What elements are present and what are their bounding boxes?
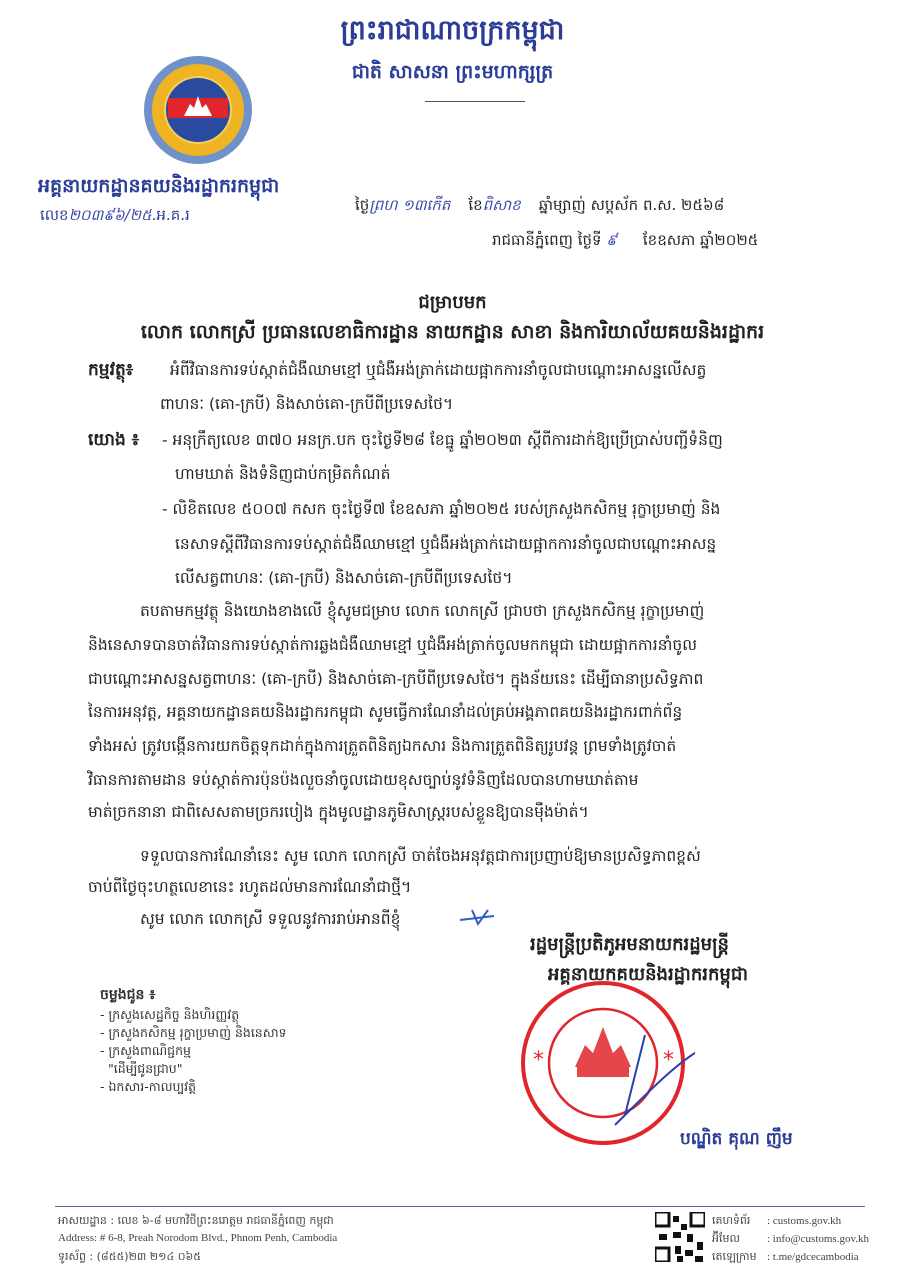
- lunar-year: ឆ្នាំម្សាញ់ សប្តស័ក ព.ស. ២៥៦៨: [538, 196, 725, 214]
- cc-label: ចម្លងជូន ៖: [100, 987, 156, 1003]
- official-stamp: [515, 975, 695, 1155]
- footer-contact-telegram: [712, 1250, 859, 1266]
- body-line: ទទួលបានការណែនាំនេះ សូម លោក លោកស្រី ចាត់ចែងអនុវត្តជាការប្រញាប់ឱ្យមានប្រសិទ្ធភាពខ្ពស់: [140, 847, 701, 865]
- reference-line: - លិខិតលេខ ៥០០៧ កសក ចុះថ្ងៃទី៧ ខែឧសភា ឆ្នាំ២០២៥ របស់ក្រសួងកសិកម្ម រុក្ខាប្រមាញ់ និង: [162, 500, 721, 518]
- cc-item: - ក្រសួងកសិកម្ម រុក្ខាប្រមាញ់ និងនេសាទ: [100, 1025, 287, 1040]
- body-line: វិធានការតាមដាន ទប់ស្កាត់ការប៉ុនប៉ងលួចនាំចូលដោយខុសច្បាប់នូវទំនិញដែលបានហាមឃាត់តាម: [88, 771, 639, 789]
- body-line: ចាប់ពីថ្ងៃចុះហត្ថលេខានេះ រហូតដល់មានការណែនាំជាថ្មី។: [88, 878, 412, 896]
- national-motto: ជាតិ សាសនា ព្រះមហាក្សត្រ: [351, 61, 554, 83]
- ref-number-handwritten: ២០៣៩៦/២៥: [68, 206, 152, 224]
- footer-address-en: Address: # 6-8, Preah Norodom Blvd., Phnom Penh, Cambodia: [58, 1232, 338, 1244]
- lunar-month: ពិសាខ: [482, 196, 521, 214]
- email-link[interactable]: : info@customs.gov.kh: [767, 1233, 869, 1245]
- reference-line: ហាមឃាត់ និងទំនិញជាប់កម្រិតកំណត់: [175, 465, 391, 483]
- reference-label: យោង ៖: [88, 430, 140, 450]
- footer-phone: ទូរស័ព្ទ : (៨៥៥)២៣ ២១៤ ០៦៥: [58, 1250, 202, 1263]
- subject-label: កម្មវត្ថុ៖: [88, 360, 134, 380]
- reference-number: [40, 206, 190, 228]
- reference-line: នេសាទស្តីពីវិធានការទប់ស្កាត់ជំងឺឈាមខ្មៅ ឬជំងឺអង់ត្រាក់ដោយផ្អាកការនាំចូលជាបណ្ដោះអាសន្ន: [175, 535, 717, 553]
- organization-name: អគ្គនាយកដ្ឋានគយនិងរដ្ឋាករកម្ពុជា: [38, 175, 280, 197]
- svg-text:*: *: [533, 1048, 544, 1073]
- email-label: អ៊ីមែល: [712, 1232, 740, 1245]
- solar-prefix: រាជធានីភ្នំពេញ ថ្ងៃទី: [492, 231, 602, 249]
- website-label: គេហទំព័រ: [712, 1214, 751, 1227]
- body-line: ជាបណ្ដោះអាសន្នសត្វពាហនៈ (គោ-ក្របី) និងសាច់គោ-ក្របីពីប្រទេសថៃ។ ក្នុងន័យនេះ ដើម្បីធានាប្រសិទ្ធភាព: [88, 670, 704, 688]
- cc-item: - ក្រសួងសេដ្ឋកិច្ច និងហិរញ្ញវត្ថុ: [100, 1007, 240, 1022]
- signatory-title: រដ្ឋមន្ត្រីប្រតិភូអមនាយករដ្ឋមន្ត្រី: [530, 934, 729, 955]
- body-line: ទាំងអស់ ត្រូវបង្កើនការយកចិត្តទុកដាក់ក្នុងការត្រួតពិនិត្យឯកសារ និងការត្រួតពិនិត្យរូបវន្ត ព្រមទាំងត្រូវចាត់: [88, 737, 677, 755]
- body-line: តបតាមកម្មវត្ថុ និងយោងខាងលើ ខ្ញុំសូមជម្រាប លោក លោកស្រី ជ្រាបថា ក្រសួងកសិកម្ម រុក្ខាប្រមាញ់: [140, 602, 705, 620]
- month-prefix: ខែ: [468, 196, 483, 214]
- customs-logo: [142, 54, 254, 166]
- kingdom-title: ព្រះរាជាណាចក្រកម្ពុជា: [340, 15, 565, 46]
- footer-divider: [55, 1206, 865, 1207]
- lunar-day: ព្រហ ១៣កើត: [369, 196, 451, 214]
- qr-code-icon[interactable]: [655, 1212, 705, 1262]
- solar-day: ៩: [606, 231, 617, 249]
- reference-line: លើសត្វពាហនៈ (គោ-ក្របី) និងសាច់គោ-ក្របីពីប្រទេសថៃ។: [175, 569, 513, 587]
- cc-item-note: "ដើម្បីជូនជ្រាប": [108, 1061, 183, 1076]
- svg-text:*: *: [663, 1048, 674, 1073]
- body-line: នៃការអនុវត្ត, អគ្គនាយកដ្ឋានគយនិងរដ្ឋាករកម្ពុជា សូមធ្វើការណែនាំដល់គ្រប់អង្គភាពគយនិងរដ្ឋាករពាក់ព័ន្ធ: [88, 703, 683, 721]
- salutation: ជម្រាបមក: [418, 292, 487, 313]
- lunar-prefix: ថ្ងៃ: [355, 196, 370, 214]
- subject-line: ពាហនៈ (គោ-ក្របី) និងសាច់គោ-ក្របីពីប្រទេសថៃ។: [160, 395, 454, 413]
- footer-contact-website: [712, 1214, 841, 1230]
- telegram-link[interactable]: : t.me/gdcecambodia: [767, 1251, 859, 1263]
- ref-prefix: លេខ: [40, 206, 69, 224]
- signatory-office: អគ្គនាយកគយនិងរដ្ឋាករកម្ពុជា: [548, 964, 748, 985]
- signatory-name: បណ្ឌិត គុណ ញឹម: [680, 1129, 793, 1149]
- subject-line: អំពីវិធានការទប់ស្កាត់ជំងឺឈាមខ្មៅ ឬជំងឺអង់ត្រាក់ដោយផ្អាកការនាំចូលជាបណ្ដោះអាសន្នលើសត្វ: [170, 361, 707, 379]
- cc-item: - ក្រសួងពាណិជ្ជកម្ម: [100, 1043, 191, 1058]
- website-link[interactable]: : customs.gov.kh: [767, 1215, 842, 1227]
- closing-line: សូម លោក លោកស្រី ទទួលនូវការរាប់អានពីខ្ញុំ: [140, 910, 401, 928]
- body-line: មាត់ច្រកនានា ជាពិសេសតាមច្រករបៀង ក្នុងមូលដ្ឋានភូមិសាស្ត្ររបស់ខ្លួនឱ្យបានម៉ឺងម៉ាត់។: [88, 803, 589, 821]
- lunar-date: [355, 196, 724, 218]
- body-line: និងនេសាទបានចាត់វិធានការទប់ស្កាត់ការឆ្លងជំងឺឈាមខ្មៅ ឬជំងឺអង់ត្រាក់ចូលមកកម្ពុជា ដោយផ្អាកការនាំចូល: [88, 636, 697, 654]
- addressees: លោក លោកស្រី ប្រធានលេខាធិការដ្ឋាន នាយកដ្ឋាន សាខា និងការិយាល័យគយនិងរដ្ឋាករ: [140, 321, 765, 343]
- ref-suffix: .អ.គ.រ: [151, 206, 190, 224]
- solar-date: [492, 231, 758, 253]
- initial-mark-icon: [458, 906, 498, 928]
- reference-line: - អនុក្រឹត្យលេខ ៣៧០ អនក្រ.បក ចុះថ្ងៃទី២៨ ខែធ្នូ ឆ្នាំ២០២៣ ស្តីពីការដាក់ឱ្យប្រើប្រាស់បញ្ជីទំនិញ: [162, 431, 723, 449]
- footer-address-km: អាសយដ្ឋាន : លេខ ៦-៨ មហាវិថីព្រះនរោត្តម រាជធានីភ្នំពេញ កម្ពុជា: [58, 1214, 334, 1227]
- footer-contact-email: [712, 1232, 869, 1248]
- cc-item: - ឯកសារ-កាលប្បវត្តិ: [100, 1079, 197, 1094]
- ornament-divider: [425, 100, 525, 102]
- solar-month-year: ខែឧសភា ឆ្នាំ២០២៥: [642, 231, 759, 249]
- telegram-label: តេឡេក្រាម: [712, 1250, 757, 1263]
